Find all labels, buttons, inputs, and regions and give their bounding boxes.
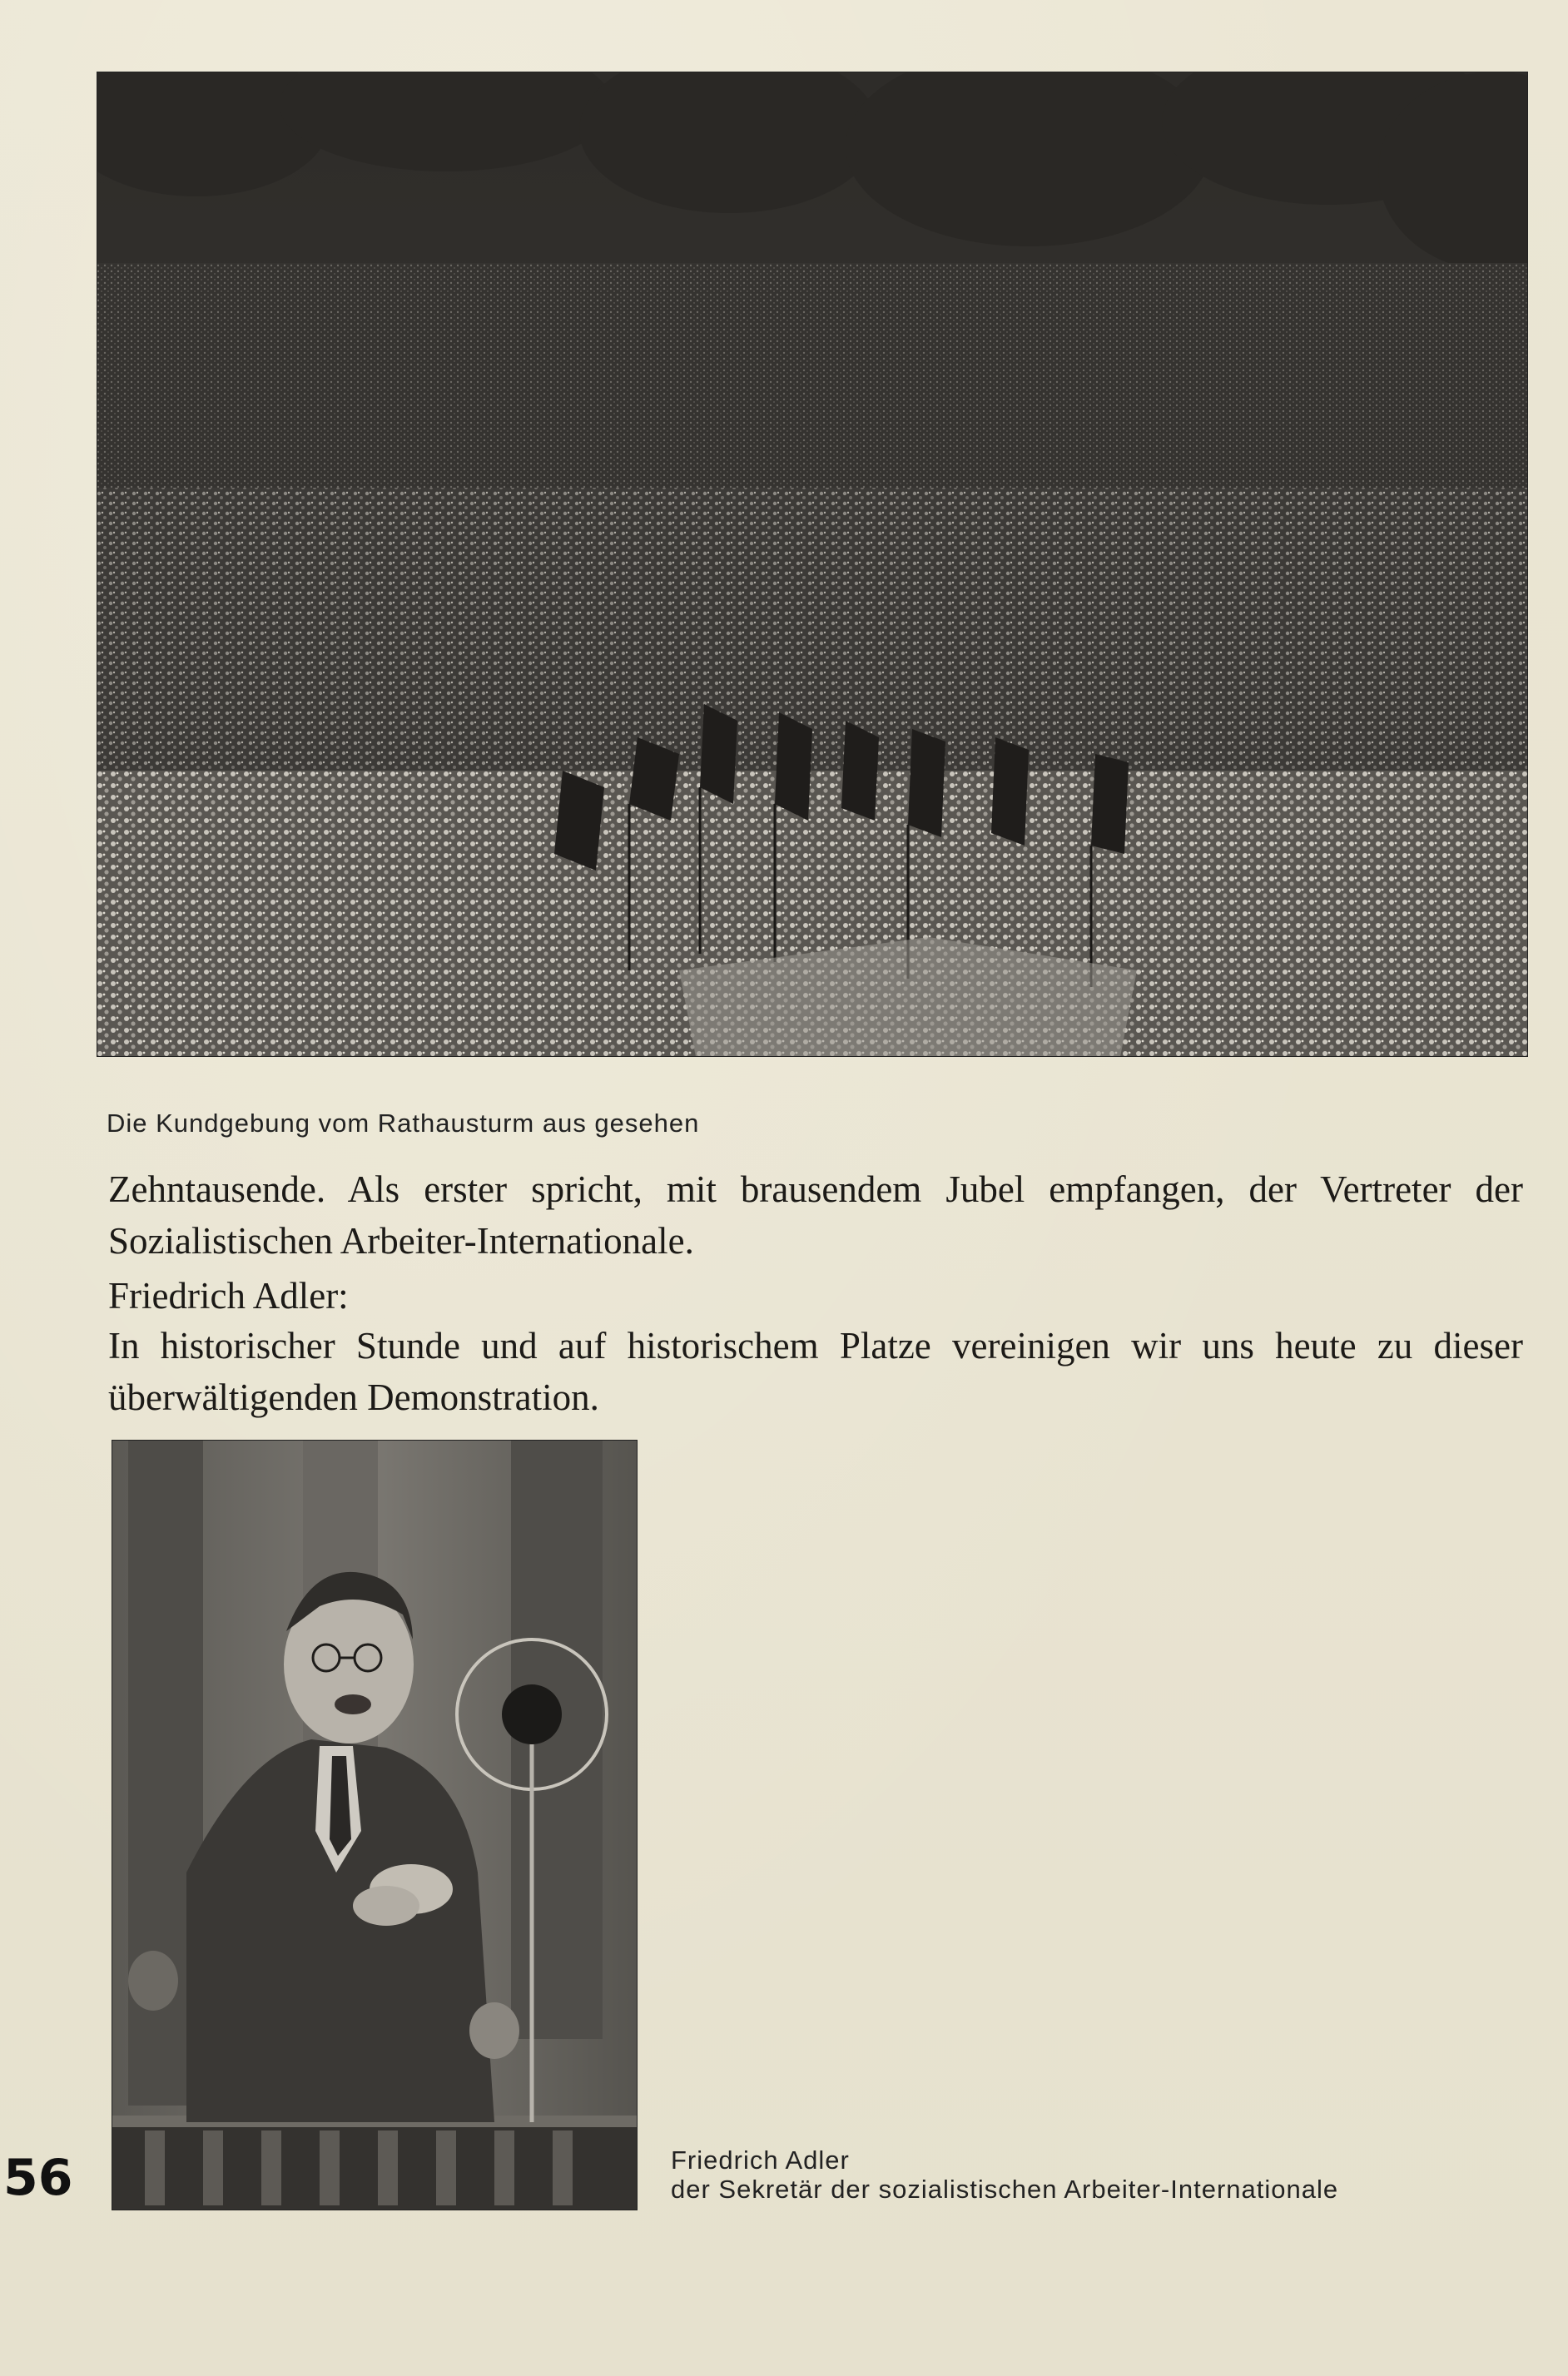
crowd-photo xyxy=(97,72,1528,1057)
portrait-caption-title: der Sekretär der sozialistischen Arbeiter-Internationale xyxy=(671,2175,1339,2204)
speaker-name: Friedrich Adler: xyxy=(108,1275,349,1317)
portrait-caption-name: Friedrich Adler xyxy=(671,2145,850,2175)
page-number: 56 xyxy=(3,2149,73,2207)
paragraph-2: In historischer Stunde und auf historischem Platze vereinigen wir uns heute zu dieser überwältigenden Demonstration. xyxy=(108,1325,1523,1418)
portrait-photo xyxy=(112,1440,638,2210)
paragraph-1: Zehntausende. Als erster spricht, mit brausendem Jubel empfangen, der Vertreter der Sozialistischen Arbeiter-Internationale. xyxy=(108,1168,1523,1262)
portrait-photo-caption xyxy=(671,2145,1338,2204)
crowd-photo-caption: Die Kundgebung vom Rathausturm aus gesehen xyxy=(107,1109,700,1138)
